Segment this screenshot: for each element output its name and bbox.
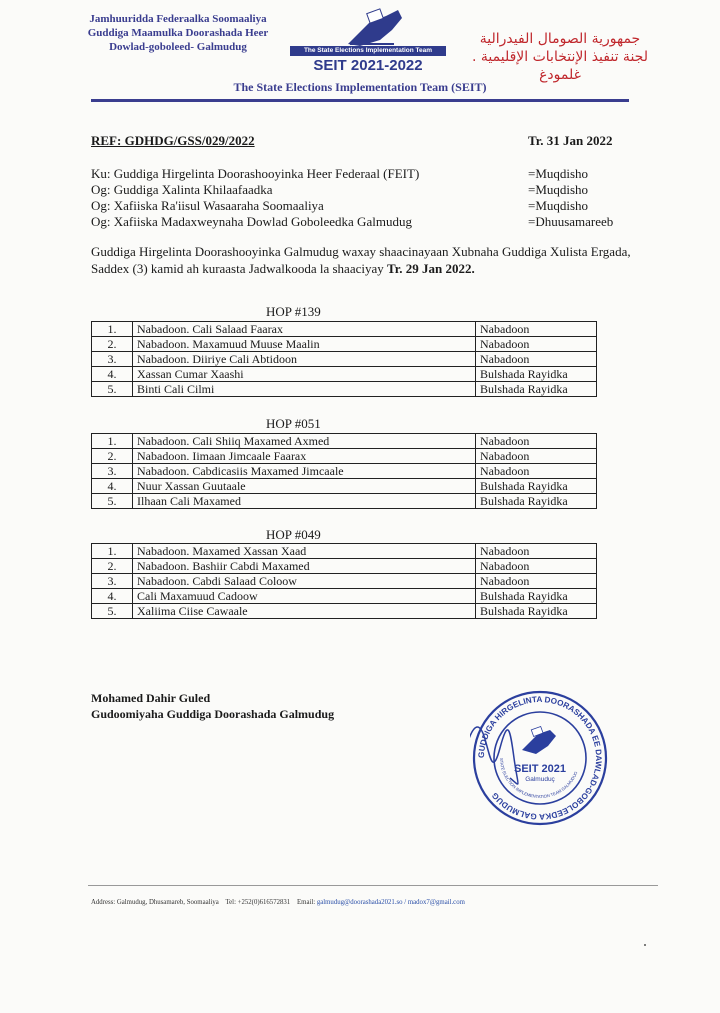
row-number: 1. [92,322,133,337]
letter-date: Tr. 31 Jan 2022 [528,133,613,148]
hop-title: HOP #139 [266,304,321,319]
stamp-place: Galmuduç [525,776,555,783]
recipient-line: Og: Guddiga Xalinta Khilaafaadka [91,182,273,197]
table-row [92,464,597,479]
intro-text: Guddiga Hirgelinta Doorashooyinka Galmudug waxay shaacinayaan Xubnaha Guddiga Xulista Ergada, Saddex (3) kamid ah kuraasta Jadwalkooda la shaaciyay [91,244,631,276]
stamp-year: SEIT 2021 [514,763,566,775]
row-number: 5. [92,382,133,397]
signature-block [91,690,334,722]
table-row [92,544,597,559]
hop-title: HOP #049 [266,527,321,542]
table-row [92,352,597,367]
member-category: Nabadoon [476,352,597,367]
member-name: Nabadoon. Iimaan Jimcaale Faarax [133,449,476,464]
hop-title: HOP #051 [266,416,321,431]
table-row [92,494,597,509]
member-name: Xaliima Ciise Cawaale [133,604,476,619]
member-category: Nabadoon [476,337,597,352]
row-number: 4. [92,589,133,604]
member-category: Bulshada Rayidka [476,367,597,382]
table-row [92,337,597,352]
footer-divider [88,885,658,886]
recipient-place: =Muqdisho [528,166,589,181]
row-number: 3. [92,464,133,479]
table-row [92,574,597,589]
member-category: Nabadoon [476,574,597,589]
row-number: 1. [92,544,133,559]
table-row [92,479,597,494]
footer-address: Address: Galmudug, Dhusamareb, Soomaaliya [91,899,219,906]
header-line-1: Jamhuuridda Federaalka Soomaaliya [89,13,267,25]
header-arabic-title [450,30,670,84]
member-category: Nabadoon [476,322,597,337]
member-category: Nabadoon [476,544,597,559]
signatory-name: Mohamed Dahir Guled [91,691,211,705]
table-row [92,367,597,382]
member-table [91,543,597,619]
recipient-place: =Muqdisho [528,182,589,197]
footer-tel: Tel: +252(0)616572831 [225,899,291,906]
member-category: Bulshada Rayidka [476,382,597,397]
seit-logo [290,8,446,80]
member-name: Binti Cali Cilmi [133,382,476,397]
table-row [92,382,597,397]
member-name: Ilhaan Cali Maxamed [133,494,476,509]
intro-paragraph [91,243,641,277]
member-table [91,321,597,397]
header-somali-title [58,12,298,54]
ballot-map-icon [290,8,446,48]
header-subtitle: The State Elections Implementation Team (SEIT) [233,80,487,94]
member-name: Nabadoon. Diiriye Cali Abtidoon [133,352,476,367]
member-name: Nuur Xassan Guutaale [133,479,476,494]
page-mark [644,944,646,946]
table-row [92,589,597,604]
member-category: Nabadoon [476,559,597,574]
row-number: 5. [92,604,133,619]
member-category: Bulshada Rayidka [476,494,597,509]
table-row [92,559,597,574]
member-category: Bulshada Rayidka [476,604,597,619]
official-stamp-icon [470,688,610,828]
reference-number: REF: GDHDG/GSS/029/2022 [91,133,255,148]
row-number: 2. [92,559,133,574]
member-name: Nabadoon. Cali Shiiq Maxamed Axmed [133,434,476,449]
header-line-2: Guddiga Maamulka Doorashada Heer [87,27,269,39]
recipient-line: Og: Xafiiska Madaxweynaha Dowlad Goboleedka Galmudug [91,214,412,229]
row-number: 3. [92,574,133,589]
member-table [91,433,597,509]
arabic-line-2: لجنة تنفيذ الإنتخابات الإقليمية . غلمودغ [472,49,648,83]
table-row [92,604,597,619]
member-name: Xassan Cumar Xaashi [133,367,476,382]
member-category: Bulshada Rayidka [476,589,597,604]
member-category: Nabadoon [476,449,597,464]
table-row [92,434,597,449]
member-name: Nabadoon. Cabdicasiis Maxamed Jimcaale [133,464,476,479]
footer-contact [91,899,465,906]
member-name: Nabadoon. Cali Salaad Faarax [133,322,476,337]
recipient-place: =Dhuusamareeb [528,214,614,229]
row-number: 4. [92,479,133,494]
member-category: Nabadoon [476,434,597,449]
signatory-title: Gudoomiyaha Guddiga Doorashada Galmudug [91,707,335,721]
footer-email: galmudug@doorashada2021.so / madox7@gmail.com [316,899,465,906]
member-name: Nabadoon. Maxamuud Muuse Maalin [133,337,476,352]
stamp-inner-text: STATE ELECTION IMPLEMENTATION TEAM GALMUDUG [498,757,579,800]
member-name: Nabadoon. Bashiir Cabdi Maxamed [133,559,476,574]
recipient-line: Og: Xafiiska Ra'iisul Wasaaraha Soomaaliya [91,198,324,213]
row-number: 5. [92,494,133,509]
row-number: 2. [92,449,133,464]
member-category: Nabadoon [476,464,597,479]
member-name: Cali Maxamuud Cadoow [133,589,476,604]
member-name: Nabadoon. Cabdi Salaad Coloow [133,574,476,589]
member-name: Nabadoon. Maxamed Xassan Xaad [133,544,476,559]
row-number: 1. [92,434,133,449]
row-number: 4. [92,367,133,382]
logo-year: SEIT 2021-2022 [313,57,423,74]
stamp-ring-text: GUDDIGA HIRGELINTA DOORASHADA EE DAWLAD-GOBOLEEDKA GALMUDUG [476,694,604,822]
intro-date: Tr. 29 Jan 2022. [387,261,475,276]
logo-banner: The State Elections Implementation Team [290,46,446,56]
recipient-line: Ku: Guddiga Hirgelinta Doorashooyinka Heer Federaal (FEIT) [91,166,420,181]
table-row [92,449,597,464]
svg-text:GUDDIGA HIRGELINTA DOORASHADA [477,695,603,821]
arabic-line-1: جمهورية الصومال الفيدرالية [479,31,641,47]
recipient-place: =Muqdisho [528,198,589,213]
header-divider [91,99,629,102]
member-category: Bulshada Rayidka [476,479,597,494]
row-number: 2. [92,337,133,352]
footer-email-label: Email: [297,899,316,906]
row-number: 3. [92,352,133,367]
table-row [92,322,597,337]
header-line-3: Dowlad-goboleed- Galmudug [109,41,247,53]
